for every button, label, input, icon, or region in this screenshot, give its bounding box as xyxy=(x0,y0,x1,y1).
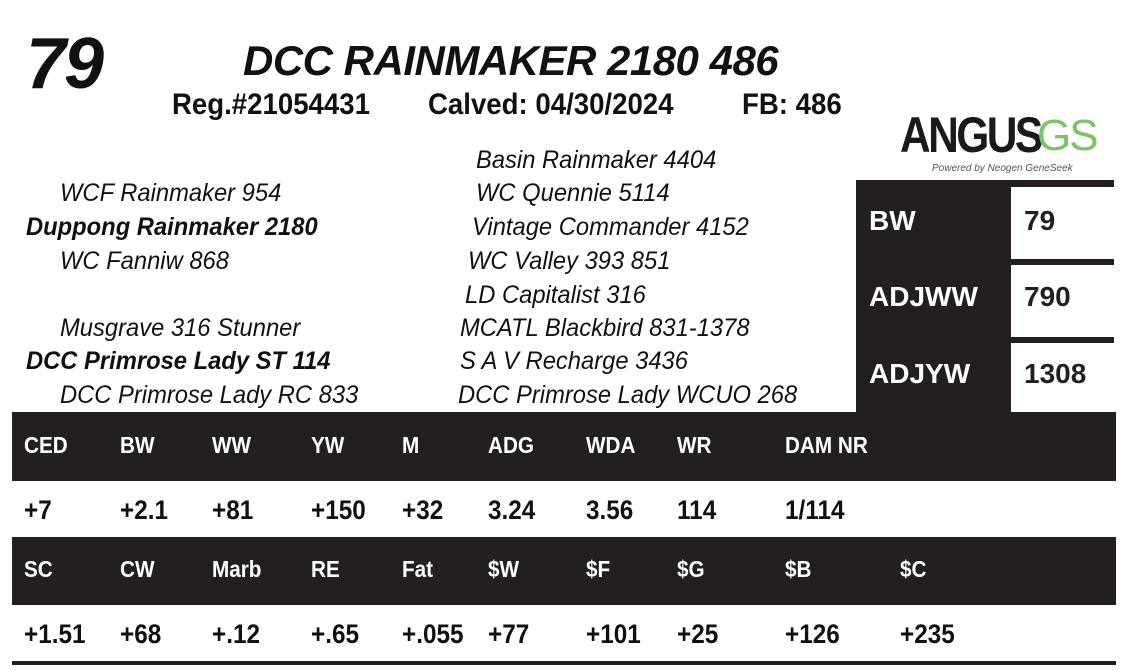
epd-value-fat: +.055 xyxy=(402,619,464,649)
epd-header-wr: WR xyxy=(677,432,712,458)
epd-header-ced: CED xyxy=(24,432,68,458)
epd-value-adg: 3.24 xyxy=(488,495,536,525)
epd-header-bw: BW xyxy=(120,432,155,458)
epd-value-wr: 114 xyxy=(677,495,717,525)
calved-date: Calved: 04/30/2024 xyxy=(428,88,674,121)
fb-number: FB: 486 xyxy=(742,88,842,121)
epd-header-fat: Fat xyxy=(402,556,434,582)
pedigree-sire-dam-sire: Vintage Commander 4152 xyxy=(472,213,749,241)
pedigree-sire-sire: WCF Rainmaker 954 xyxy=(60,179,282,207)
epd-header-band-2 xyxy=(12,537,1116,605)
epd-value-g-index: +25 xyxy=(677,619,719,649)
bottom-rule xyxy=(12,661,1116,665)
logo-gs-text: GS xyxy=(1037,111,1097,160)
epd-value-f-index: +101 xyxy=(586,619,641,649)
epd-value-re: +.65 xyxy=(311,619,359,649)
epd-value-yw: +150 xyxy=(311,495,366,525)
pedigree-dam-dam-dam: DCC Primrose Lady WCUO 268 xyxy=(458,381,798,409)
epd-value-w-index: +77 xyxy=(488,619,530,649)
pedigree-sire: Duppong Rainmaker 2180 xyxy=(26,213,318,241)
pedigree-sire-dam-dam: WC Valley 393 851 xyxy=(468,247,671,275)
epd-value-m: +32 xyxy=(402,495,444,525)
epd-header-g-index: $G xyxy=(677,556,705,582)
pedigree-dam-sire: Musgrave 316 Stunner xyxy=(60,314,301,342)
pedigree-sire-sire-sire: Basin Rainmaker 4404 xyxy=(476,146,717,174)
pedigree-dam-dam: DCC Primrose Lady RC 833 xyxy=(60,381,359,409)
epd-value-wda: 3.56 xyxy=(586,495,634,525)
measurement-value-adjww: 790 xyxy=(1024,281,1071,312)
epd-value-dam-nr: 1/114 xyxy=(785,495,845,525)
epd-value-c-index: +235 xyxy=(900,619,955,649)
epd-header-b-index: $B xyxy=(785,556,812,582)
epd-header-marb: Marb xyxy=(212,556,262,582)
measurements-box xyxy=(856,180,1114,412)
pedigree-sire-sire-dam: WC Quennie 5114 xyxy=(476,179,670,207)
epd-header-wda: WDA xyxy=(586,432,636,458)
pedigree-dam-sire-sire: LD Capitalist 316 xyxy=(465,281,646,309)
epd-header-band-1 xyxy=(12,412,1116,481)
epd-value-ww: +81 xyxy=(212,495,254,525)
epd-header-yw: YW xyxy=(311,432,345,458)
epd-value-bw: +2.1 xyxy=(120,495,168,525)
epd-header-sc: SC xyxy=(24,556,53,582)
epd-value-marb: +.12 xyxy=(212,619,260,649)
epd-header-ww: WW xyxy=(212,432,252,458)
angus-gs-logo xyxy=(900,107,1097,182)
epd-value-sc: +1.51 xyxy=(24,619,86,649)
measurement-label-adjyw: ADJYW xyxy=(869,358,971,389)
measurement-label-adjww: ADJWW xyxy=(869,281,978,312)
animal-name: DCC RAINMAKER 2180 486 xyxy=(243,37,779,84)
measurement-value-adjyw: 1308 xyxy=(1024,358,1087,389)
pedigree-dam: DCC Primrose Lady ST 114 xyxy=(26,347,331,375)
epd-header-adg: ADG xyxy=(488,432,535,458)
epd-header-c-index: $C xyxy=(900,556,927,582)
measurement-value-bw: 79 xyxy=(1024,205,1056,236)
pedigree-dam-dam-sire: S A V Recharge 3436 xyxy=(460,347,688,375)
measurement-label-bw: BW xyxy=(869,205,916,236)
epd-value-ced: +7 xyxy=(24,495,52,525)
epd-header-dam-nr: DAM NR xyxy=(785,432,868,458)
logo-tagline: Powered by Neogen GeneSeek xyxy=(932,163,1073,174)
epd-header-cw: CW xyxy=(120,556,155,582)
epd-value-cw: +68 xyxy=(120,619,162,649)
epd-header-m: M xyxy=(402,432,420,458)
registration-number: Reg.#21054431 xyxy=(172,88,370,121)
epd-header-f-index: $F xyxy=(586,556,611,582)
lot-number: 79 xyxy=(26,24,103,104)
pedigree-sire-dam: WC Fanniw 868 xyxy=(60,247,229,275)
epd-value-b-index: +126 xyxy=(785,619,840,649)
pedigree-dam-sire-dam: MCATL Blackbird 831-1378 xyxy=(460,314,750,342)
logo-angus-text: ANGUS xyxy=(900,107,1041,163)
epd-header-w-index: $W xyxy=(488,556,520,582)
epd-header-re: RE xyxy=(311,556,340,582)
